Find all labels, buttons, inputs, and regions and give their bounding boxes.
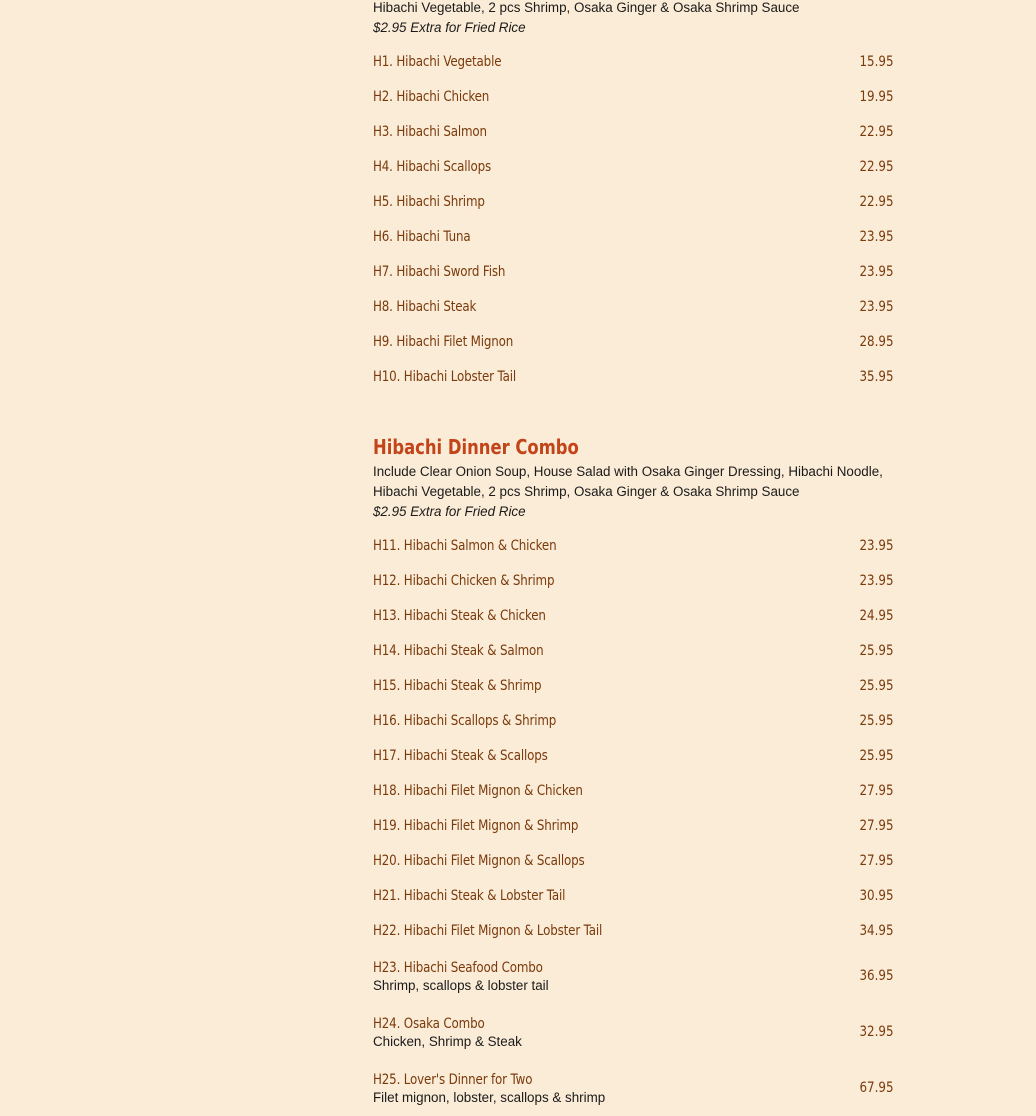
menu-item [373,44,894,79]
menu-item [373,289,894,324]
hibachi-dinner-section [373,0,894,394]
menu-item [373,878,894,913]
menu-item [373,808,894,843]
item-name: H23. Hibachi Seafood Combo [373,959,543,976]
item-price: 23.95 [859,298,894,315]
item-price: 25.95 [859,712,894,729]
menu-list [373,44,894,394]
item-price: 22.95 [859,193,894,210]
item-name: H13. Hibachi Steak & Chicken [373,607,546,624]
item-price: 23.95 [859,228,894,245]
hibachi-dinner-combo-section [373,432,894,1116]
item-name: H6. Hibachi Tuna [373,228,471,245]
item-name: H10. Hibachi Lobster Tail [373,368,517,385]
item-name: H7. Hibachi Sword Fish [373,263,506,280]
item-price: 27.95 [859,782,894,799]
menu-item [373,254,894,289]
menu-item [373,738,894,773]
item-price: 22.95 [859,123,894,140]
menu-item [373,703,894,738]
item-price: 27.95 [859,817,894,834]
item-price: 67.95 [859,1080,894,1096]
menu-item [373,79,894,114]
item-name: H12. Hibachi Chicken & Shrimp [373,572,555,589]
section-description-line: Include Clear Onion Soup, House Salad with Osaka Ginger Dressing, Hibachi Noodle, [373,464,883,479]
section-description-line: Hibachi Vegetable, 2 pcs Shrimp, Osaka Ginger & Osaka Shrimp Sauce [373,484,800,499]
item-price: 34.95 [859,922,894,939]
menu-item [373,668,894,703]
menu-item [373,219,894,254]
menu-list [373,528,894,1116]
item-price: 27.95 [859,852,894,869]
item-description: Filet mignon, lobster, scallops & shrimp [373,1089,606,1105]
menu-item-with-description [373,1060,894,1116]
item-price: 25.95 [859,747,894,764]
menu-item [373,563,894,598]
menu-item [373,913,894,948]
item-price: 25.95 [859,642,894,659]
section-title: Hibachi Dinner Combo [373,435,579,459]
item-price: 15.95 [859,53,894,70]
menu-item [373,598,894,633]
item-name: H15. Hibachi Steak & Shrimp [373,677,542,694]
fried-rice-extra-note: $2.95 Extra for Fried Rice [373,504,526,519]
item-price: 24.95 [859,607,894,624]
item-name: H16. Hibachi Scallops & Shrimp [373,712,557,729]
item-name: H1. Hibachi Vegetable [373,53,502,70]
menu-item [373,843,894,878]
item-name: H2. Hibachi Chicken [373,88,490,105]
menu-item [373,773,894,808]
item-price: 32.95 [859,1024,894,1040]
item-name: H8. Hibachi Steak [373,298,477,315]
menu-item [373,528,894,563]
item-price: 25.95 [859,677,894,694]
item-description: Chicken, Shrimp & Steak [373,1033,522,1049]
item-name: H24. Osaka Combo [373,1015,485,1032]
item-description: Shrimp, scallops & lobster tail [373,977,549,993]
item-name: H14. Hibachi Steak & Salmon [373,642,544,659]
menu-item-with-description [373,948,894,1004]
item-name: H22. Hibachi Filet Mignon & Lobster Tail [373,922,603,939]
item-name: H11. Hibachi Salmon & Chicken [373,537,557,554]
item-name: H18. Hibachi Filet Mignon & Chicken [373,782,583,799]
item-name: H9. Hibachi Filet Mignon [373,333,514,350]
item-price: 35.95 [859,368,894,385]
item-price: 30.95 [859,887,894,904]
menu-item [373,633,894,668]
item-price: 23.95 [859,572,894,589]
item-name: H4. Hibachi Scallops [373,158,492,175]
item-name: H3. Hibachi Salmon [373,123,487,140]
item-name: H25. Lover's Dinner for Two [373,1071,533,1088]
item-price: 23.95 [859,537,894,554]
menu-item [373,324,894,359]
item-price: 36.95 [859,968,894,984]
item-name: H5. Hibachi Shrimp [373,193,485,210]
item-price: 23.95 [859,263,894,280]
menu-content [373,0,894,1116]
item-name: H21. Hibachi Steak & Lobster Tail [373,887,566,904]
fried-rice-extra-note: $2.95 Extra for Fried Rice [373,20,526,35]
menu-item [373,359,894,394]
item-price: 28.95 [859,333,894,350]
item-name: H17. Hibachi Steak & Scallops [373,747,548,764]
menu-item [373,149,894,184]
item-name: H20. Hibachi Filet Mignon & Scallops [373,852,585,869]
menu-item [373,114,894,149]
item-price: 19.95 [859,88,894,105]
menu-item [373,184,894,219]
item-name: H19. Hibachi Filet Mignon & Shrimp [373,817,579,834]
section-description: Hibachi Vegetable, 2 pcs Shrimp, Osaka Ginger & Osaka Shrimp Sauce [373,0,800,15]
menu-item-with-description [373,1004,894,1060]
item-price: 22.95 [859,158,894,175]
